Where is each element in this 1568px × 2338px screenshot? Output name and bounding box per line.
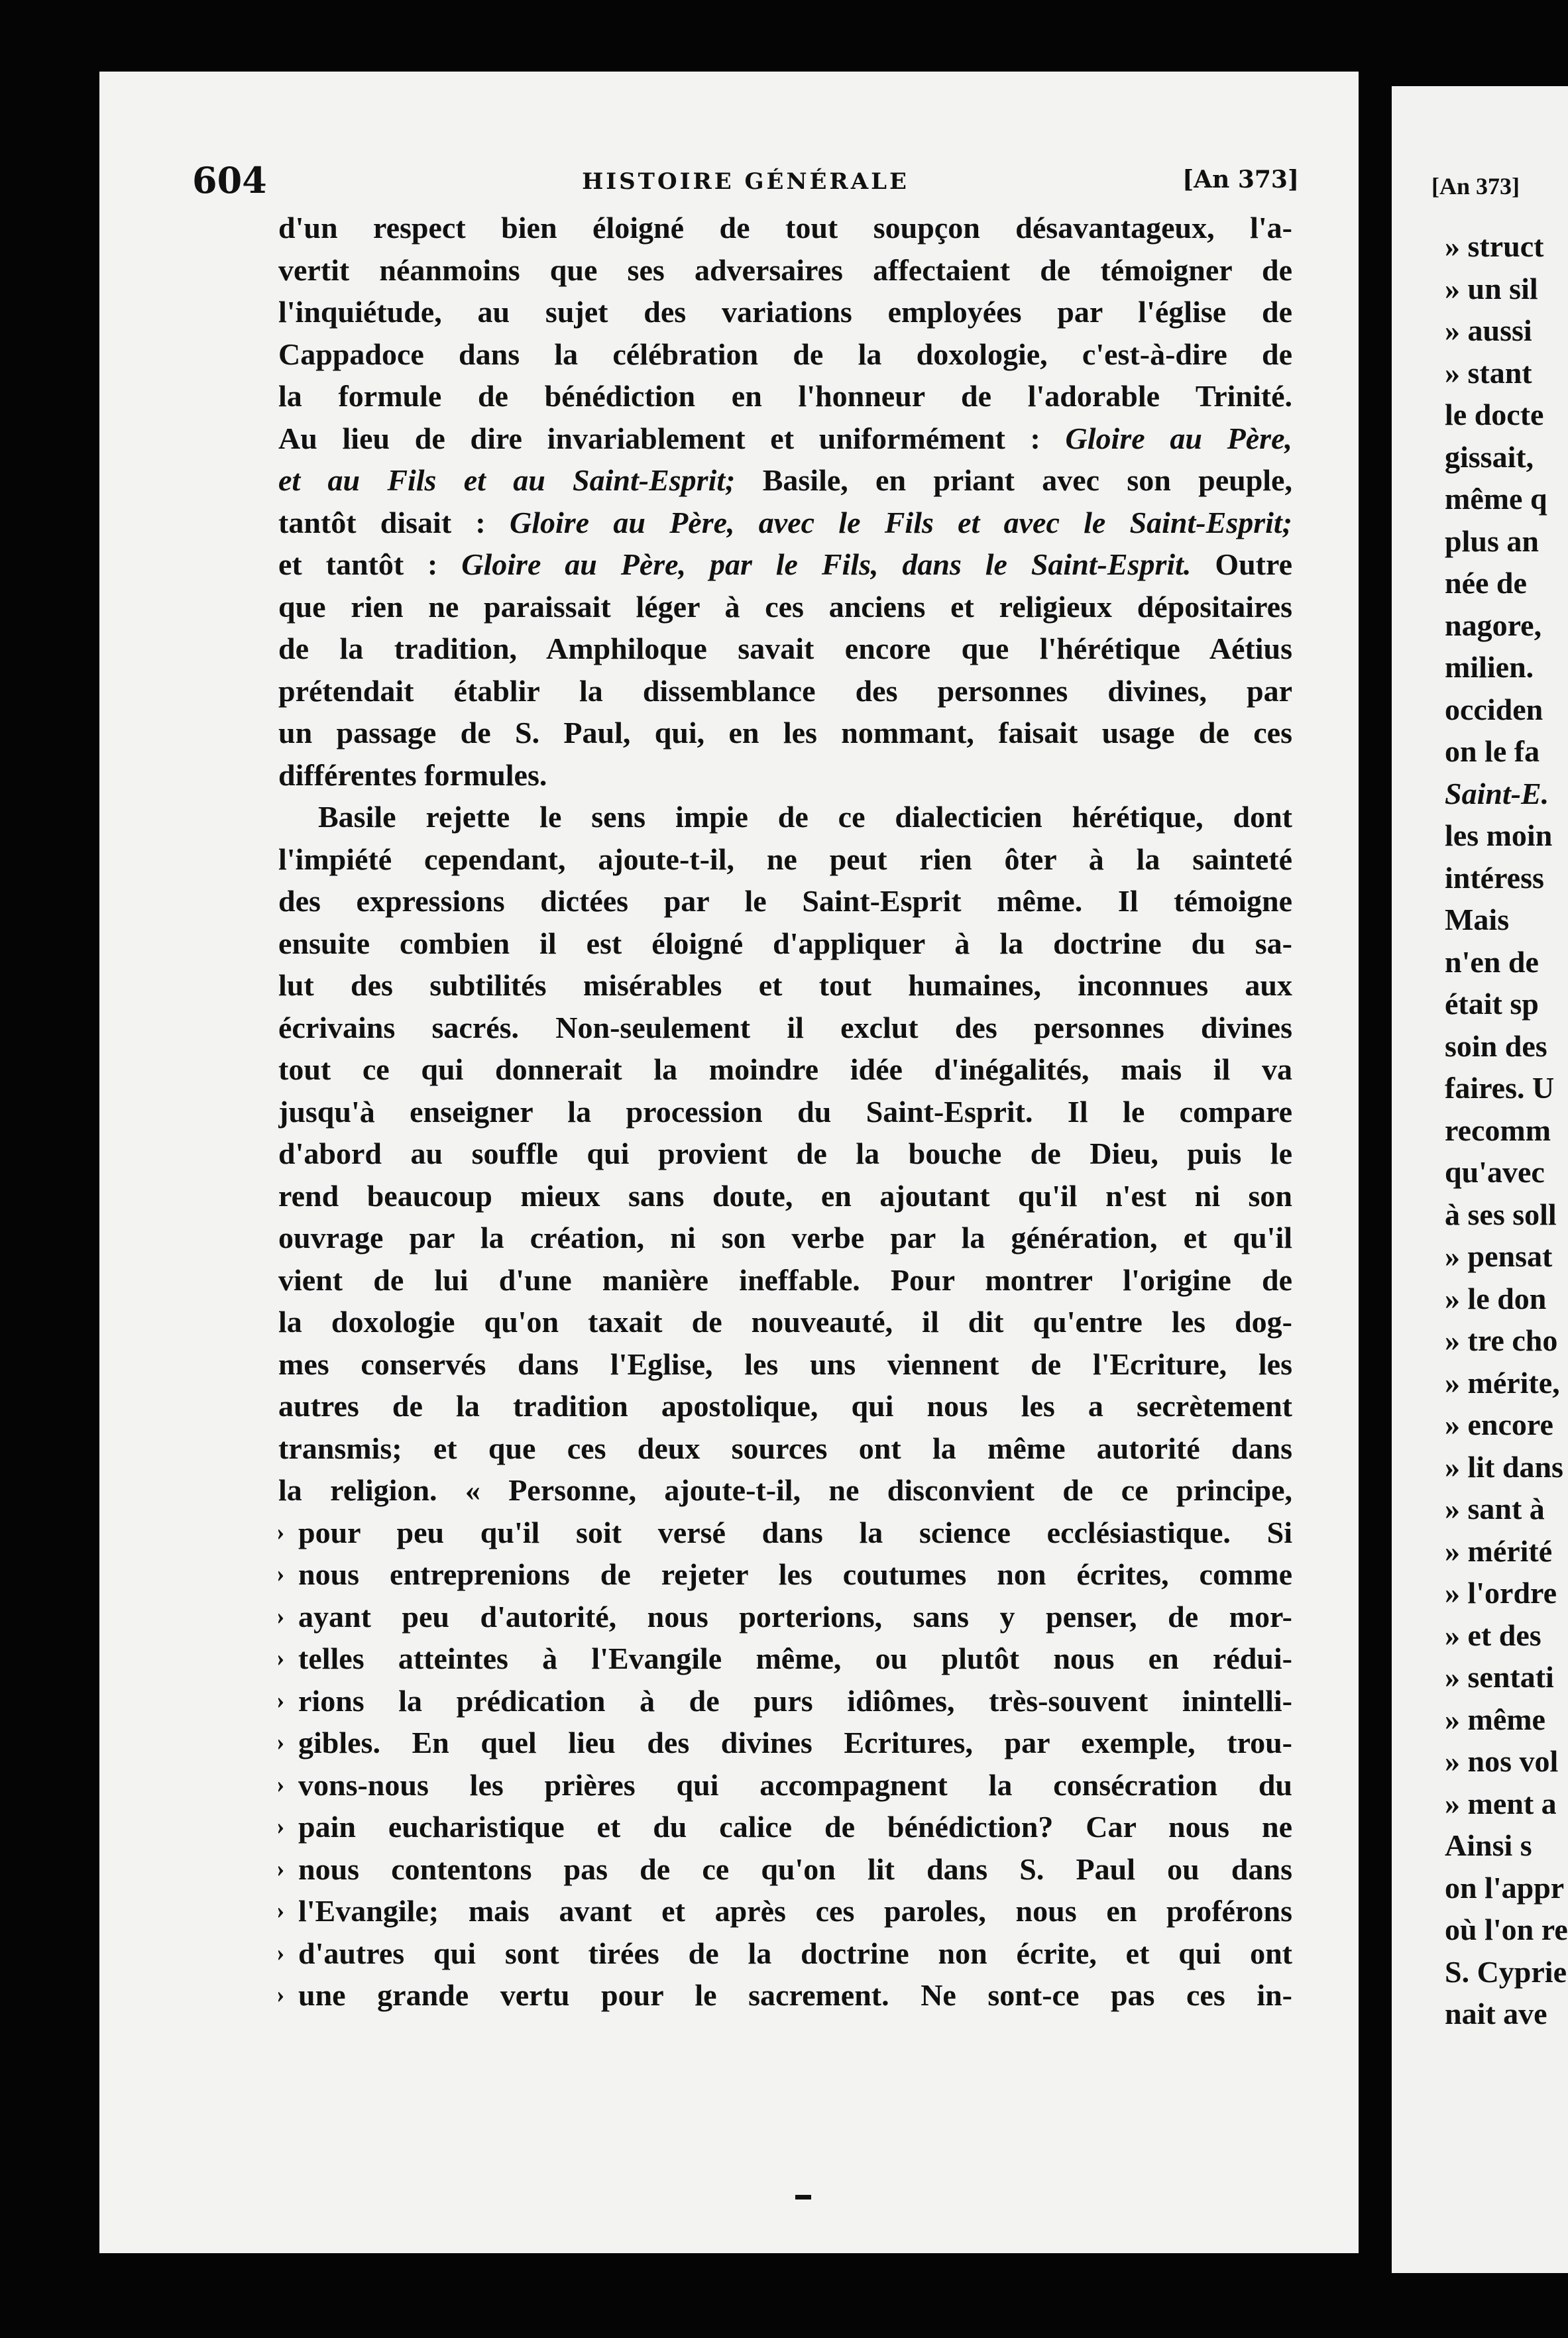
right-text-line: » même xyxy=(1445,1702,1545,1736)
right-text-line: » struct xyxy=(1445,229,1544,263)
text-line: autres de la tradition apostolique, qui nous les a secrètement xyxy=(278,1389,1292,1423)
text-line: la religion. « Personne, ajoute-t-il, ne disconvient de ce principe, xyxy=(278,1473,1292,1507)
right-text-line: » et des xyxy=(1445,1618,1541,1652)
text-line: tantôt disait : Gloire au Père, avec le Fils et avec le Saint-Esprit; xyxy=(278,505,1292,539)
year-marker: [An 373] xyxy=(1182,166,1299,194)
text-line: l'impiété cependant, ajoute-t-il, ne peut rien ôter à la sainteté xyxy=(278,842,1292,876)
text-line: prétendait établir la dissemblance des personnes divines, par xyxy=(278,673,1292,708)
right-text-line: » sentati xyxy=(1445,1660,1554,1694)
running-title: HISTOIRE GÉNÉRALE xyxy=(582,168,909,195)
right-text-line: Mais xyxy=(1445,903,1510,936)
right-text-line: faires. U xyxy=(1445,1071,1555,1105)
text-line: des expressions dictées par le Saint-Esprit même. Il témoigne xyxy=(278,884,1292,918)
right-text-line: milien. xyxy=(1445,650,1534,684)
right-text-line: » pensat xyxy=(1445,1239,1553,1273)
right-text-line: » tre cho xyxy=(1445,1323,1558,1357)
text-line: » l'Evangile; mais avant et après ces paroles, nous en proférons xyxy=(278,1890,1292,1932)
right-page-text xyxy=(1445,225,1568,2035)
right-text-line: née de xyxy=(1445,566,1527,600)
right-text-line: » le don xyxy=(1445,1281,1547,1315)
right-text-line: » aussi xyxy=(1445,313,1532,347)
text-line: jusqu'à enseigner la procession du Saint-Esprit. Il le compare xyxy=(278,1094,1292,1129)
right-text-line: » stant xyxy=(1445,355,1532,390)
right-text-line: » l'ordre xyxy=(1445,1576,1557,1610)
right-text-line: était sp xyxy=(1445,987,1539,1021)
text-line: écrivains sacrés. Non-seulement il exclut des personnes divines xyxy=(278,1010,1292,1044)
text-line: » pour peu qu'il soit versé dans la science ecclésiastique. Si xyxy=(278,1512,1292,1554)
right-text-line: on l'appr xyxy=(1445,1870,1565,1905)
right-text-line: qu'avec xyxy=(1445,1155,1545,1189)
text-line: et au Fils et au Saint-Esprit; Basile, en priant avec son peuple, xyxy=(278,463,1292,497)
text-line: vertit néanmoins que ses adversaires affectaient de témoigner de xyxy=(278,252,1292,287)
text-line: Au lieu de dire invariablement et uniformément : Gloire au Père, xyxy=(278,421,1292,455)
italic-quote: et au Fils et au Saint-Esprit; xyxy=(278,463,736,497)
right-text-line: soin des xyxy=(1445,1029,1547,1063)
right-text-line: » ment a xyxy=(1445,1786,1557,1820)
text-line: d'abord au souffle qui provient de la bouche de Dieu, puis le xyxy=(278,1137,1292,1170)
text-line: de la tradition, Amphiloque savait encore que l'hérétique Aétius xyxy=(278,632,1292,665)
text-line: tout ce qui donnerait la moindre idée d'inégalités, mais il va xyxy=(278,1052,1292,1086)
text-line: » pain eucharistique et du calice de bénédiction? Car nous ne xyxy=(278,1806,1292,1848)
right-text-line: on le fa xyxy=(1445,734,1540,768)
right-text-line: » mérité xyxy=(1445,1533,1553,1568)
text-line: et tantôt : Gloire au Père, par le Fils, dans le Saint-Esprit. Outre xyxy=(278,547,1292,581)
text-line: Basile rejette le sens impie de ce dialecticien hérétique, dont xyxy=(318,800,1292,834)
right-text-line: les moin xyxy=(1445,818,1553,852)
right-text-line: » mérite, xyxy=(1445,1365,1560,1400)
right-text-line: recomm xyxy=(1445,1113,1551,1147)
text-line: la formule de bénédiction en l'honneur de l'adorable Trinité. xyxy=(278,379,1292,413)
text-line: lut des subtilités misérables et tout humaines, inconnues aux xyxy=(278,968,1292,1002)
italic-quote: Gloire au Père, par le Fils, dans le Saint-Esprit. xyxy=(461,547,1192,581)
text-line: d'un respect bien éloigné de tout soupçon désavantageux, l'a- xyxy=(278,211,1292,245)
right-text-line: » encore xyxy=(1445,1408,1553,1441)
right-text-line: » nos vol xyxy=(1445,1744,1559,1778)
right-text-line: » lit dans xyxy=(1445,1449,1563,1484)
text-line: » nous contentons pas de ce qu'on lit dans S. Paul ou dans xyxy=(278,1848,1292,1891)
page-mark xyxy=(795,2195,811,2199)
text-line: transmis; et que ces deux sources ont la même autorité dans xyxy=(278,1431,1292,1465)
running-header xyxy=(192,159,1299,199)
right-text-line: où l'on re xyxy=(1445,1913,1568,1946)
right-page-header: [An 373] xyxy=(1431,173,1520,199)
text-line: que rien ne paraissait léger à ces anciens et religieux dépositaires xyxy=(278,589,1292,624)
right-text-line: Saint-E. xyxy=(1445,776,1549,810)
right-text-line: occiden xyxy=(1445,692,1543,726)
right-text-line: n'en de xyxy=(1445,944,1539,979)
right-text-line: nait ave xyxy=(1445,1997,1547,2031)
text-line: ouvrage par la création, ni son verbe par la génération, et qu'il xyxy=(278,1221,1292,1254)
right-text-line: le docte xyxy=(1445,398,1544,431)
right-text-line: nagore, xyxy=(1445,608,1542,642)
right-text-line: S. Cyprie xyxy=(1445,1954,1567,1989)
text-line: » vons-nous les prières qui accompagnent la consécration du xyxy=(278,1764,1292,1807)
text-line: un passage de S. Paul, qui, en les nommant, faisait usage de ces xyxy=(278,716,1292,750)
right-text-line: à ses soll xyxy=(1445,1197,1557,1231)
page-number: 604 xyxy=(192,159,267,201)
text-line: » nous entreprenions de rejeter les coutumes non écrites, comme xyxy=(278,1553,1292,1596)
text-line: mes conservés dans l'Eglise, les uns viennent de l'Ecriture, les xyxy=(278,1347,1292,1381)
text-line: Cappadoce dans la célébration de la doxologie, c'est-à-dire de xyxy=(278,337,1292,371)
text-line: » ayant peu d'autorité, nous porterions, sans y penser, de mor- xyxy=(278,1596,1292,1638)
right-text-line: » sant à xyxy=(1445,1492,1545,1526)
text-line: » une grande vertu pour le sacrement. Ne sont-ce pas ces in- xyxy=(278,1974,1292,2017)
text-line: différentes formules. xyxy=(278,757,547,792)
text-line: la doxologie qu'on taxait de nouveauté, il dit qu'entre les dog- xyxy=(278,1305,1292,1339)
text-line: rend beaucoup mieux sans doute, en ajoutant qu'il n'est ni son xyxy=(278,1178,1292,1213)
right-text-line: gissait, xyxy=(1445,439,1534,474)
right-text-line: plus an xyxy=(1445,524,1539,558)
main-text-block xyxy=(278,207,1292,2017)
text-line: l'inquiétude, au sujet des variations employées par l'église de xyxy=(278,295,1292,329)
right-text-line: » un sil xyxy=(1445,271,1538,306)
italic-quote: Gloire au Père, avec le Fils et avec le Saint-Esprit; xyxy=(510,505,1292,539)
right-text-line: Ainsi s xyxy=(1445,1828,1532,1862)
right-text-line: même q xyxy=(1445,482,1547,516)
text-line: » rions la prédication à de purs idiômes, très-souvent inintelli- xyxy=(278,1680,1292,1722)
text-line: » telles atteintes à l'Evangile même, ou plutôt nous en rédui- xyxy=(278,1638,1292,1680)
right-text-line: intéress xyxy=(1445,860,1544,895)
text-line: vient de lui d'une manière ineffable. Pour montrer l'origine de xyxy=(278,1262,1292,1297)
italic-quote: Gloire au Père, xyxy=(1065,421,1292,455)
text-line: ensuite combien il est éloigné d'appliquer à la doctrine du sa- xyxy=(278,926,1292,960)
text-line: » d'autres qui sont tirées de la doctrine non écrite, et qui ont xyxy=(278,1932,1292,1975)
text-line: » gibles. En quel lieu des divines Ecritures, par exemple, trou- xyxy=(278,1722,1292,1764)
